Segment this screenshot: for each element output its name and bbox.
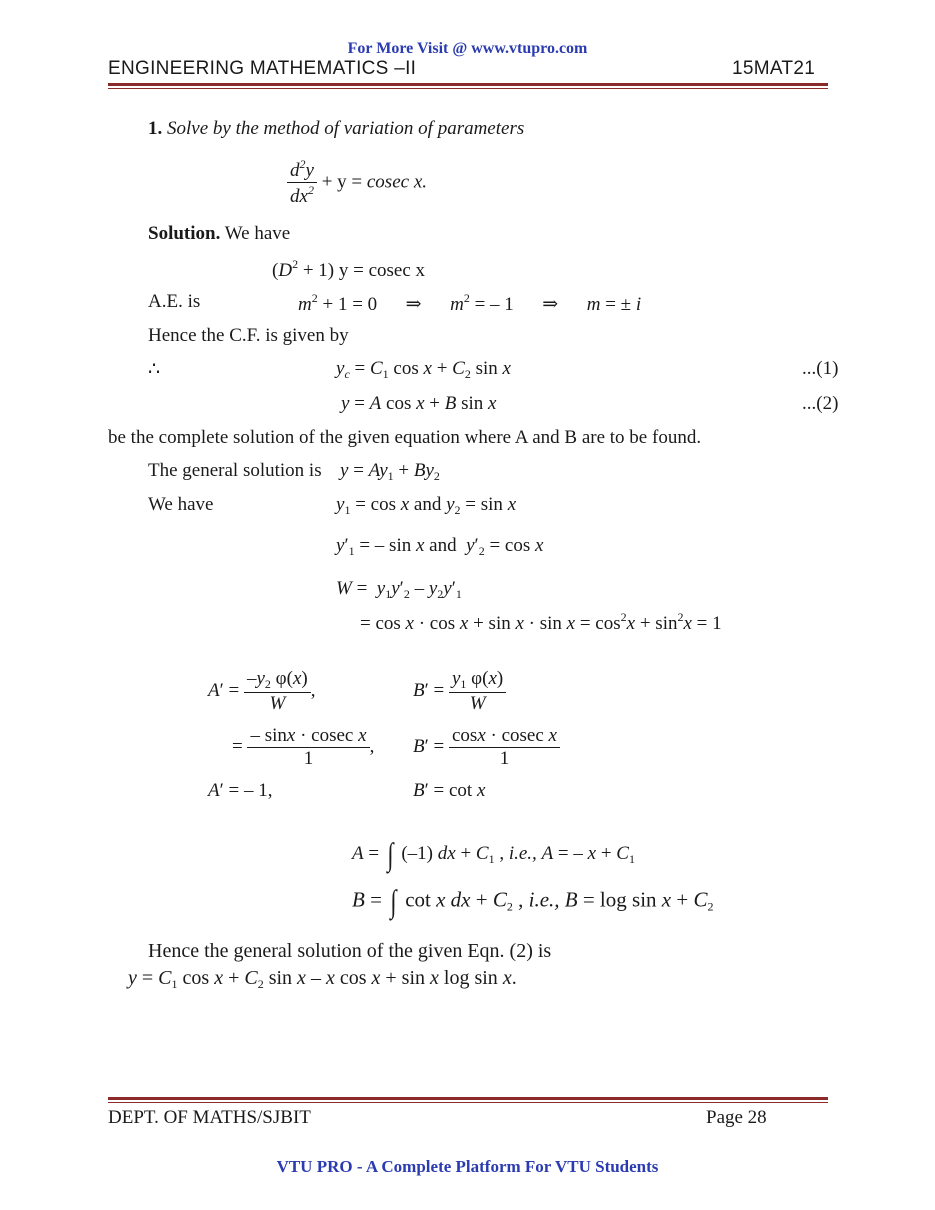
- given-equation: $\frac{d^2y}{dx^2}$ + y = cosec x.: [287, 158, 427, 209]
- a-prime-value: A′ = – 1,: [208, 780, 273, 801]
- cf-equation: $y_c = C_1$ $\cos x + C_2$ sin x: [336, 358, 511, 381]
- derivatives: $y'_1$ = – sin x and $y'_2 = \cos x$: [336, 535, 544, 558]
- visit-banner: For More Visit @ www.vtupro.com: [347, 40, 588, 57]
- we-have-2: We have: [148, 494, 214, 515]
- general-solution-label: The general solution is: [148, 460, 322, 481]
- a-prime-formula: A′ = $\frac{-y_2 \varphi(x)}{W}$ ,: [208, 668, 316, 714]
- cf-label: Hence the C.F. is given by: [148, 325, 349, 346]
- a-integral: A = ∫ (–1) dx + $C_1$ , i.e., A = – $x + C_1$: [352, 836, 635, 872]
- ae-label: A.E. is: [148, 291, 201, 312]
- b-prime-value: B′ = cot x: [413, 780, 486, 801]
- final-solution: $y = C_1$ $\cos x + C_2$ sin x – x cos x + sin x log sin x.: [128, 967, 517, 991]
- b-integral: B = ∫ cot x dx + $C_2$ , i.e., $B = \log \sin x + C_2$: [352, 883, 714, 919]
- solution-label: Solution.: [148, 223, 221, 244]
- equation-tag-2: ...(2): [802, 393, 839, 414]
- course-title: ENGINEERING MATHEMATICS –II: [108, 58, 417, 79]
- therefore-symbol: ∴: [148, 359, 161, 380]
- footer-dept: DEPT. OF MATHS/SJBIT: [108, 1107, 311, 1128]
- auxiliary-equation: $m^2 + 1 = 0$ ⇒ $m^2$ = – 1 ⇒ m = ± i: [298, 291, 642, 315]
- operator-equation: $(D^2 + 1) y = cosec$ x: [272, 257, 426, 281]
- wronskian-def: $W = y_1y'_2 - y_2y'_1$: [336, 578, 462, 601]
- b-prime-formula: B′ = $\frac{y_1 \varphi(x)}{W}$: [413, 668, 506, 716]
- footer-rule: [108, 1097, 828, 1103]
- problem-number: 1.: [148, 118, 163, 139]
- complete-solution-text: be the complete solution of the given equation where A and B are to be found.: [108, 427, 702, 448]
- conclusion-text: Hence the general solution of the given Eqn. (2) is: [148, 940, 552, 962]
- b-prime-substituted: B′ = $\frac{\text{cosx · cosec x}}{1}$: [413, 725, 560, 771]
- solution-intro: [148, 223, 290, 245]
- footer-page: Page 28: [706, 1107, 767, 1128]
- equation-tag-1: ...(1): [802, 358, 839, 379]
- problem-statement: [148, 118, 524, 140]
- y1-y2-defs: $y_1 = \cos x$ and $y_2 = \sin x$: [336, 494, 517, 517]
- cosec-term: cosec x.: [366, 171, 428, 193]
- we-have-text: We have: [224, 223, 291, 244]
- problem-text: Solve by the method of variation of parameters: [167, 118, 525, 139]
- course-code: 15MAT21: [732, 58, 816, 79]
- header-rule: [108, 83, 828, 89]
- wronskian-value: = $\cos x \cdot \cos x + \sin x \cdot \sin x = \cos^2x + \sin^2x = 1$: [360, 610, 722, 634]
- platform-banner: VTU PRO - A Complete Platform For VTU Students: [276, 1157, 659, 1176]
- complete-solution-eq: y = A cos x + B sin x: [341, 393, 497, 414]
- a-prime-substituted: = $\frac{\text{– sinx · cosec x}}{1}$ ,: [232, 725, 375, 769]
- general-solution-eq: $y = Ay_1 + By_2$: [340, 460, 440, 483]
